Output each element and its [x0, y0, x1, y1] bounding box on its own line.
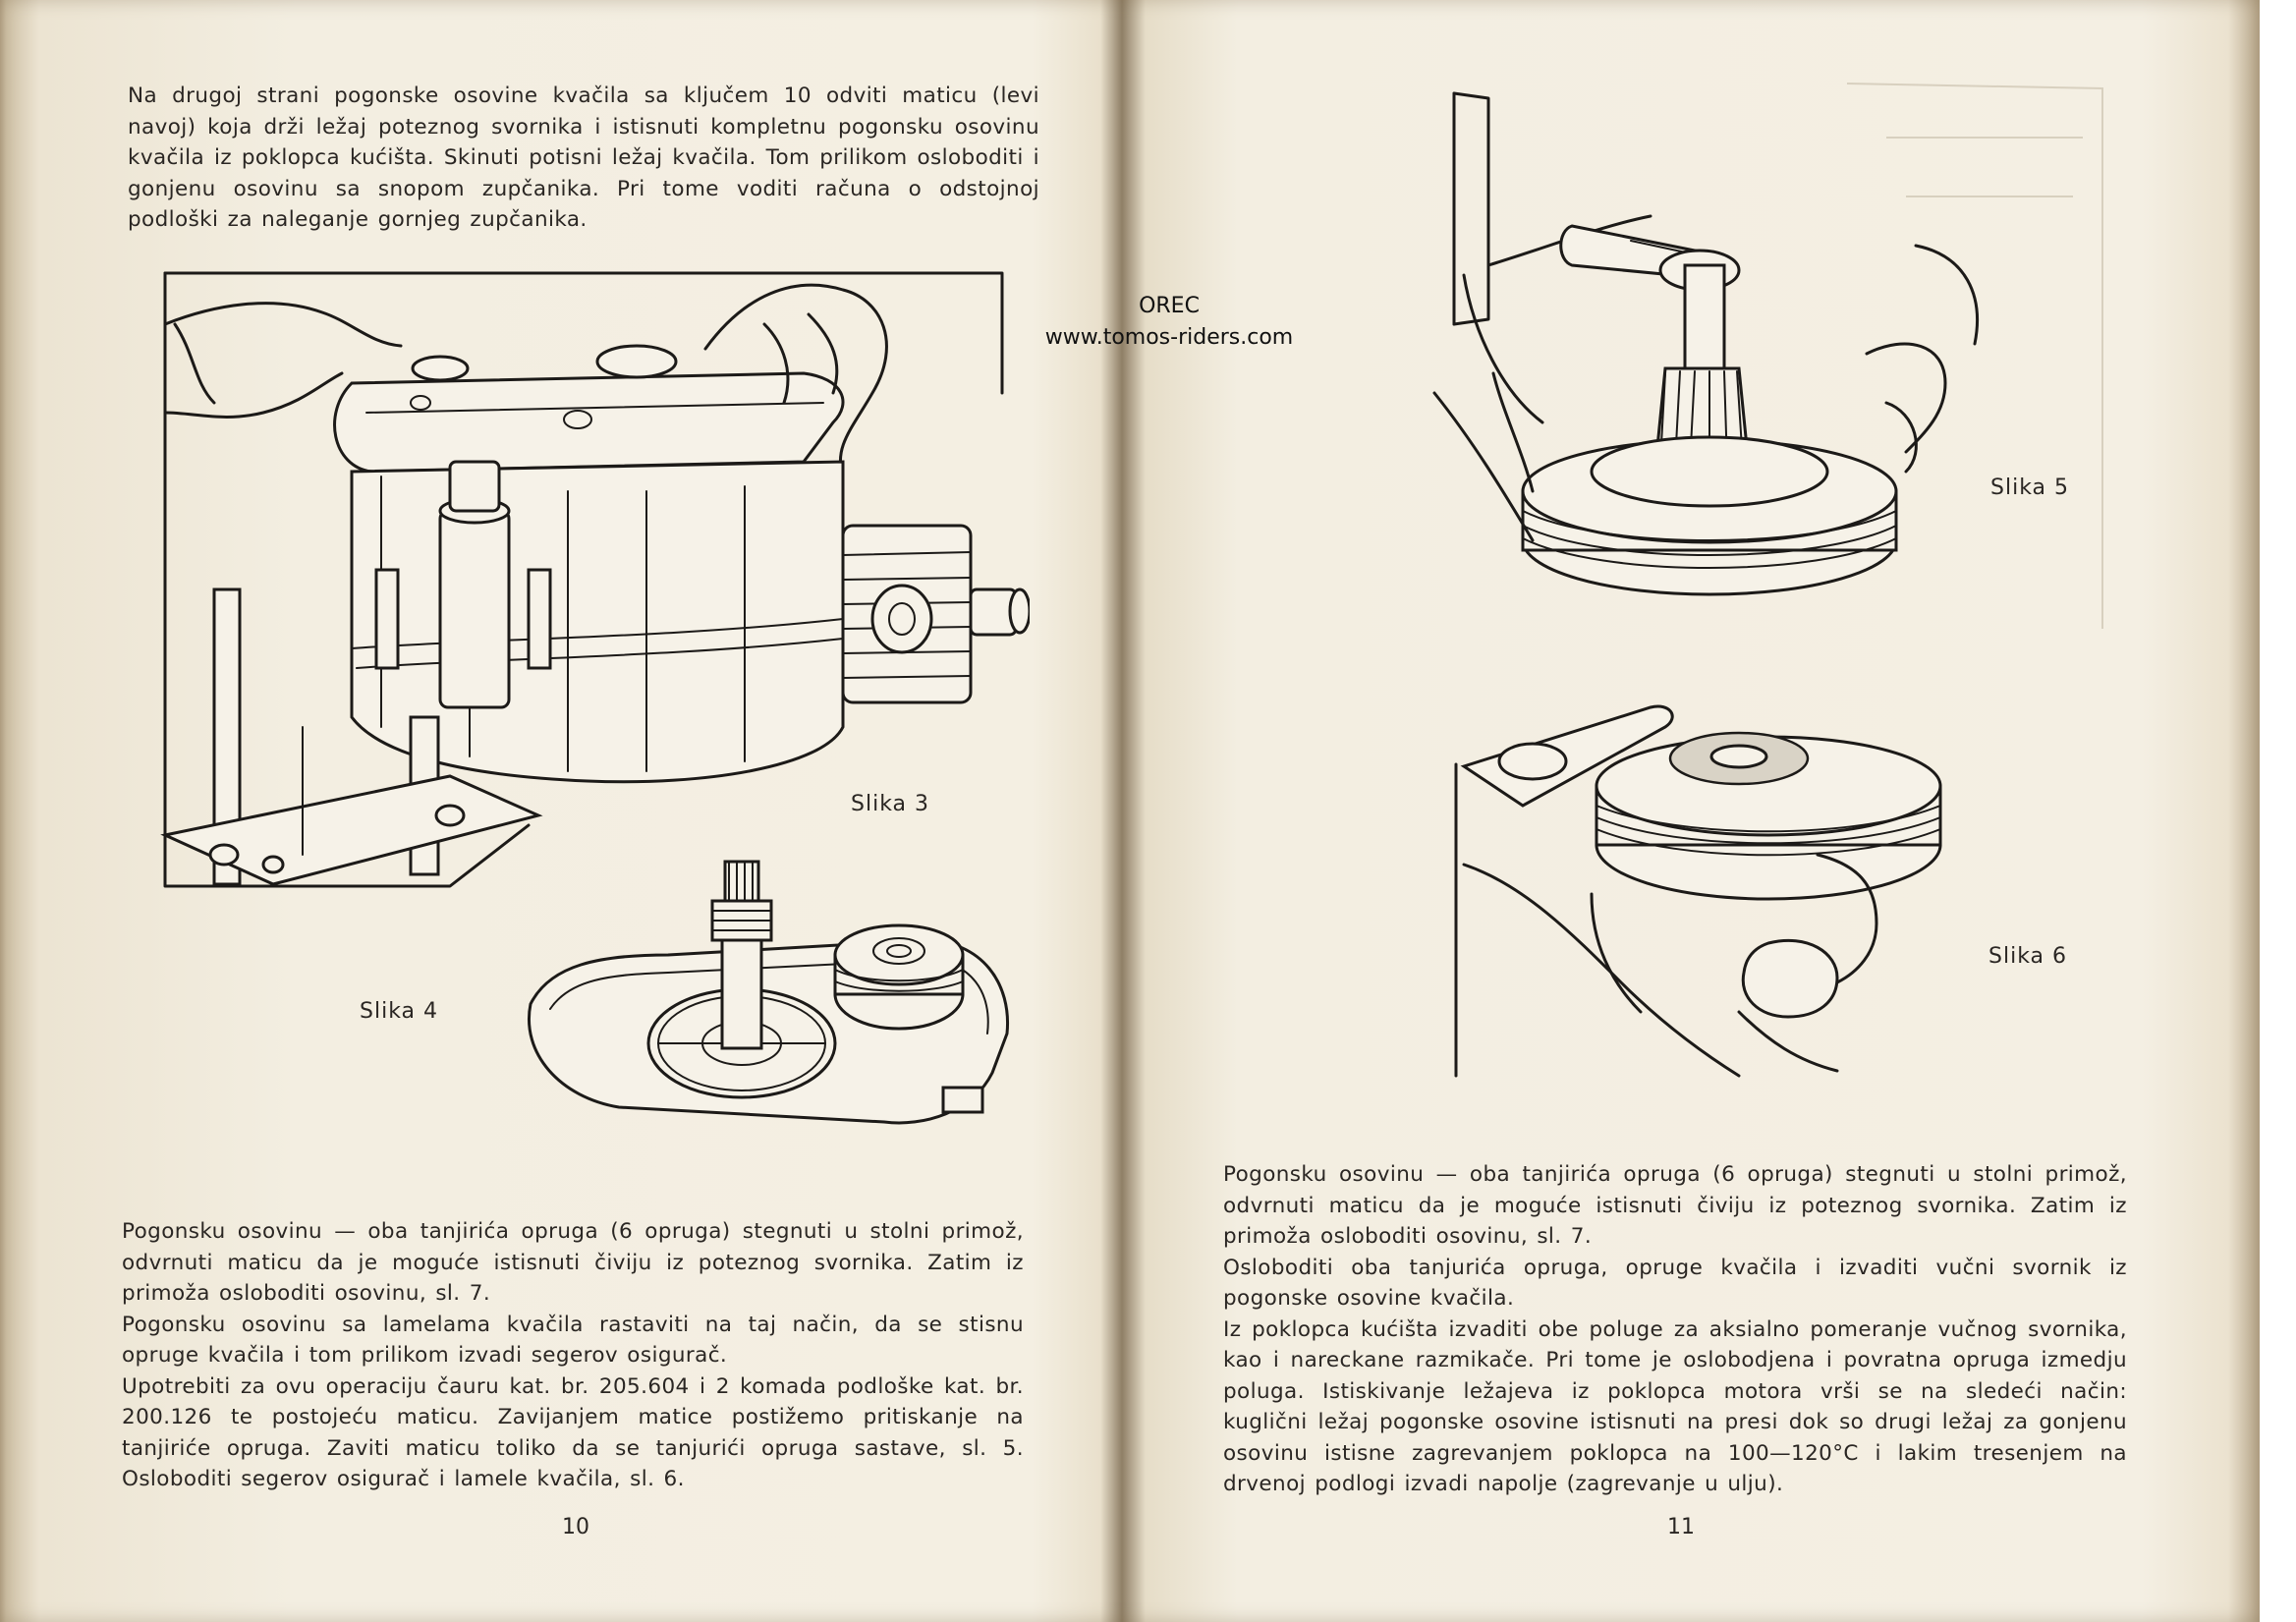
caption-slika-5: Slika 5 — [1990, 475, 2070, 500]
left-intro-paragraph — [128, 81, 1039, 236]
paragraph: Na drugoj strani pogonske osovine kvačila sa ključem 10 odviti maticu (levi navoj) koja drži ležaj poteznog svornika i istisnuti kompletnu pogonsku osovinu kvačila iz poklopca kućišta. Skinuti potisni ležaj kvačila. Tom prilikom osloboditi i gonjenu osovinu sa snopom zupčanika. Pri tome voditi računa o odstojnoj podloški za naleganje gornjeg zupčanika. — [128, 84, 1039, 232]
paragraph: Pogonsku osovinu sa lamelama kvačila rastaviti na taj način, da se stisnu opruge kvačila i tom prilikom izvadi segerov osigurač. — [122, 1312, 1024, 1368]
paragraph: Iz poklopca kućišta izvaditi obe poluge za aksialno pomeranje vučnog svornika, kao i nareckane razmikače. Pri tome je oslobodjena i povratna opruga izmedju poluga. Istiskivanje ležajeva iz poklopca motora vrši se na sledeći način: kuglični ležaj pogonske osovine istisnuti na presi dok so drugi ležaj za gonjenu osovinu istisne zagrevanjem poklopca na 100—120°C i lakim tresenjem na drvenoj podlogi izvadi napolje (zagrevanje u ulju). — [1223, 1316, 2127, 1496]
page-number-left: 10 — [562, 1515, 589, 1539]
paragraph: Upotrebiti za ovu operaciju čauru kat. br. 205.604 i 2 komada podloške kat. br. 200.126 te postojeću maticu. Zavijanjem matice postižemo pritiskanje na tanjiriće opruga. Zaviti maticu toliko da se tanjurići opruga sastave, sl. 5. Osloboditi segerov osigurač i lamele kvačila, sl. 6. — [122, 1373, 1024, 1491]
figure-slika-5-clutch-wrench-illustration — [1277, 79, 2122, 629]
page-number-right: 11 — [1667, 1515, 1695, 1539]
caption-slika-3: Slika 3 — [851, 792, 930, 816]
watermark-line-1: OREC — [1139, 294, 1200, 318]
watermark — [1041, 291, 1297, 354]
right-bottom-text — [1223, 1159, 2127, 1500]
paragraph: Pogonsku osovinu — oba tanjirića opruga (6 opruga) stegnuti u stolni primož, odvrnuti maticu da je moguće istisnuti čiviju iz poteznog svornika. Zatim iz primoža osloboditi osovinu, sl. 7. — [122, 1219, 1024, 1306]
scan-margin — [2260, 0, 2296, 1622]
paragraph: Pogonsku osovinu — oba tanjirića opruga (6 opruga) stegnuti u stolni primož, odvrnuti maticu da je moguće istisnuti čiviju iz poteznog svornika. Zatim iz primoža osloboditi osovinu, sl. 7. — [1223, 1162, 2127, 1249]
watermark-line-2: www.tomos-riders.com — [1044, 325, 1294, 350]
left-bottom-text — [122, 1216, 1024, 1495]
figure-slika-4-gearbox-illustration — [511, 847, 1022, 1142]
caption-slika-4: Slika 4 — [360, 999, 439, 1024]
caption-slika-6: Slika 6 — [1988, 944, 2068, 969]
figure-slika-6-clutch-hand-illustration — [1444, 688, 1975, 1081]
paragraph: Osloboditi oba tanjurića opruga, opruge kvačila i izvaditi vučni svornik iz pogonske osovine kvačila. — [1223, 1255, 2127, 1311]
